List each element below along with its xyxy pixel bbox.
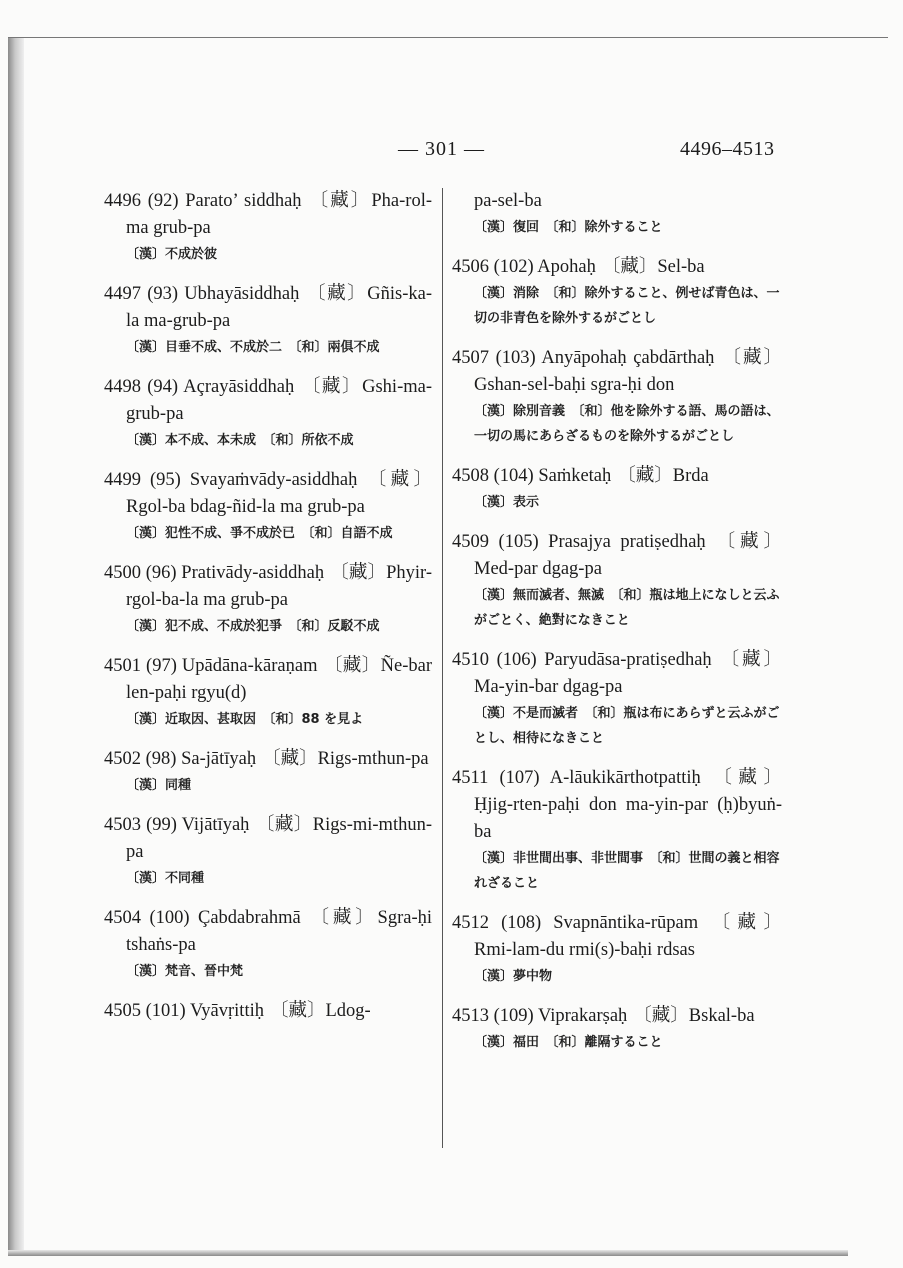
entry-tibetan: 〔藏〕Gshi-ma-grub-pa xyxy=(126,377,432,424)
column-divider xyxy=(442,188,443,1148)
entry-range: 4496–4513 xyxy=(680,138,775,160)
entry-headword: 4504 (100) Çabdabrahmā xyxy=(104,908,301,928)
entry-tibetan: 〔藏〕Rigs-mi-mthun-pa xyxy=(126,815,432,862)
entry-headword-line xyxy=(104,188,432,242)
entry-headword: 4510 (106) Paryudāsa-pratiṣedhaḥ xyxy=(452,650,712,670)
entry-headword-line xyxy=(452,188,782,215)
entry-tibetan: 〔藏〕Bskal-ba xyxy=(633,1006,755,1026)
dictionary-entry xyxy=(104,653,432,732)
entry-headword: 4503 (99) Vijātīyaḥ xyxy=(104,815,250,835)
entry-tibetan: 〔藏〕Med-par dgag-pa xyxy=(474,532,782,579)
entry-tibetan: 〔藏〕Sgra-ḥi tshaṅs-pa xyxy=(126,908,432,955)
entry-headword-line xyxy=(452,254,782,281)
dictionary-entry xyxy=(104,281,432,360)
dictionary-entry xyxy=(452,765,782,896)
entry-gloss: 〔漢〕表示 xyxy=(474,495,540,510)
entry-gloss: 〔漢〕夢中物 xyxy=(474,969,553,984)
entry-tibetan: 〔藏〕Phyir-rgol-ba-la ma grub-pa xyxy=(126,563,432,610)
entry-headword: 4513 (109) Viprakarṣaḥ xyxy=(452,1006,628,1026)
entry-headword-line xyxy=(452,765,782,846)
entry-gloss: 〔漢〕犯不成、不成於犯爭 〔和〕反駁不成 xyxy=(126,619,380,634)
dictionary-entry xyxy=(452,463,782,515)
entry-gloss: 〔漢〕本不成、本未成 〔和〕所依不成 xyxy=(126,433,354,448)
entry-headword-line xyxy=(452,910,782,964)
entry-tibetan: 〔藏〕Rigs-mthun-pa xyxy=(262,749,429,769)
right-column xyxy=(452,188,782,1069)
entry-headword-line xyxy=(452,1003,782,1030)
binding-edge-shadow xyxy=(8,38,24,1256)
entry-headword: 4496 (92) Parato’ siddhaḥ xyxy=(104,191,302,211)
entry-headword-line xyxy=(104,746,432,773)
entry-headword: 4507 (103) Anyāpohaḥ çabdārthaḥ xyxy=(452,348,715,368)
entry-gloss: 〔漢〕近取因、甚取因 〔和〕88 を見よ xyxy=(126,712,364,727)
dictionary-entry xyxy=(104,905,432,984)
entry-headword-line xyxy=(452,463,782,490)
entry-tibetan: 〔藏〕Gshan-sel-baḥi sgra-ḥi don xyxy=(474,348,782,395)
entry-tibetan: 〔藏〕Brda xyxy=(617,466,709,486)
entry-headword: 4508 (104) Saṁketaḥ xyxy=(452,466,612,486)
entry-headword: 4497 (93) Ubhayāsiddhaḥ xyxy=(104,284,300,304)
dictionary-entry xyxy=(452,647,782,751)
entry-headword: 4511 (107) A-lāukikārthotpattiḥ xyxy=(452,768,701,788)
dictionary-entry xyxy=(104,998,432,1025)
entry-gloss: 〔漢〕非世間出事、非世間事 〔和〕世間の義と相容れざること xyxy=(474,851,780,891)
entry-tibetan: 〔藏〕Rgol-ba bdag-ñid-la ma grub-pa xyxy=(126,470,432,517)
page-number: — 301 — xyxy=(398,138,485,160)
entry-headword-line xyxy=(104,998,432,1025)
entry-headword: 4509 (105) Prasajya pratiṣedhaḥ xyxy=(452,532,706,552)
dictionary-entry xyxy=(104,374,432,453)
entry-tibetan: 〔藏〕Ḥjig-rten-paḥi don ma-yin-par (ḥ)byuṅ-ba xyxy=(474,768,782,842)
entry-headword: 4505 (101) Vyāvṛittiḥ xyxy=(104,1001,264,1021)
dictionary-entry xyxy=(452,188,782,240)
dictionary-entry xyxy=(452,910,782,989)
entry-gloss: 〔漢〕目垂不成、不成於二 〔和〕兩俱不成 xyxy=(126,340,380,355)
entry-gloss: 〔漢〕不是而滅者 〔和〕瓶は布にあらずと云ふがごとし、相待になきこと xyxy=(474,706,780,746)
bottom-edge-shadow xyxy=(8,1250,848,1256)
entry-headword: 4506 (102) Apohaḥ xyxy=(452,257,596,277)
entry-tibetan: 〔藏〕Ldog- xyxy=(269,1001,371,1021)
entry-headword-line xyxy=(452,529,782,583)
entry-tibetan: 〔藏〕Rmi-lam-du rmi(s)-baḥi rdsas xyxy=(474,913,782,960)
entry-headword-line xyxy=(104,467,432,521)
entry-headword-line xyxy=(104,281,432,335)
entry-headword-line xyxy=(104,812,432,866)
entry-gloss: 〔漢〕除別音義 〔和〕他を除外する語、馬の語は、一切の馬にあらざるものを除外するがごとし xyxy=(474,404,780,444)
dictionary-entry xyxy=(452,254,782,331)
entry-headword-line xyxy=(104,560,432,614)
entry-tibetan: 〔藏〕Pha-rol-ma grub-pa xyxy=(126,191,432,238)
dictionary-entry xyxy=(104,188,432,267)
entry-gloss: 〔漢〕犯性不成、爭不成於已 〔和〕自語不成 xyxy=(126,526,393,541)
entry-tibetan: 〔藏〕Ñe-bar len-paḥi rgyu(d) xyxy=(126,656,432,703)
dictionary-entry xyxy=(104,746,432,798)
entry-headword: 4500 (96) Prativādy-asiddhaḥ xyxy=(104,563,325,583)
dictionary-entry xyxy=(104,467,432,546)
entry-gloss: 〔漢〕無而滅者、無滅 〔和〕瓶は地上になしと云ふがごとく、絶對になきこと xyxy=(474,588,780,628)
entry-gloss: 〔漢〕不同種 xyxy=(126,871,205,886)
dictionary-entry xyxy=(452,1003,782,1055)
entry-headword-line xyxy=(104,905,432,959)
entry-tibetan: 〔藏〕Ma-yin-bar dgag-pa xyxy=(474,650,782,697)
entry-gloss: 〔漢〕福田 〔和〕離隔すること xyxy=(474,1035,663,1050)
left-column xyxy=(104,188,432,1039)
entry-gloss: 〔漢〕同種 xyxy=(126,778,192,793)
entry-headword: 4512 (108) Svapnāntika-rūpam xyxy=(452,913,699,933)
entry-headword-line xyxy=(452,345,782,399)
entry-tibetan: 〔藏〕Gñis-ka-la ma-grub-pa xyxy=(126,284,432,331)
entry-gloss: 〔漢〕不成於彼 xyxy=(126,247,218,262)
entry-headword-line xyxy=(104,653,432,707)
dictionary-entry xyxy=(452,345,782,449)
dictionary-entry xyxy=(104,812,432,891)
entry-headword: 4498 (94) Açrayāsiddhaḥ xyxy=(104,377,295,397)
dictionary-entry xyxy=(104,560,432,639)
entry-headword-line xyxy=(452,647,782,701)
entry-gloss: 〔漢〕梵音、晉中梵 xyxy=(126,964,244,979)
entry-headword: 4502 (98) Sa-jātīyaḥ xyxy=(104,749,257,769)
dictionary-entry xyxy=(452,529,782,633)
entry-headword: 4499 (95) Svayaṁvādy-asiddhaḥ xyxy=(104,470,358,490)
entry-headword: pa-sel-ba xyxy=(474,191,542,211)
top-rule xyxy=(8,37,888,38)
entry-tibetan: 〔藏〕Sel-ba xyxy=(601,257,705,277)
entry-gloss: 〔漢〕消除 〔和〕除外すること、例せば青色は、一切の非青色を除外するがごとし xyxy=(474,286,780,326)
entry-headword: 4501 (97) Upādāna-kāraṇam xyxy=(104,656,318,676)
entry-gloss: 〔漢〕復回 〔和〕除外すること xyxy=(474,220,663,235)
page-header xyxy=(0,138,903,166)
entry-headword-line xyxy=(104,374,432,428)
